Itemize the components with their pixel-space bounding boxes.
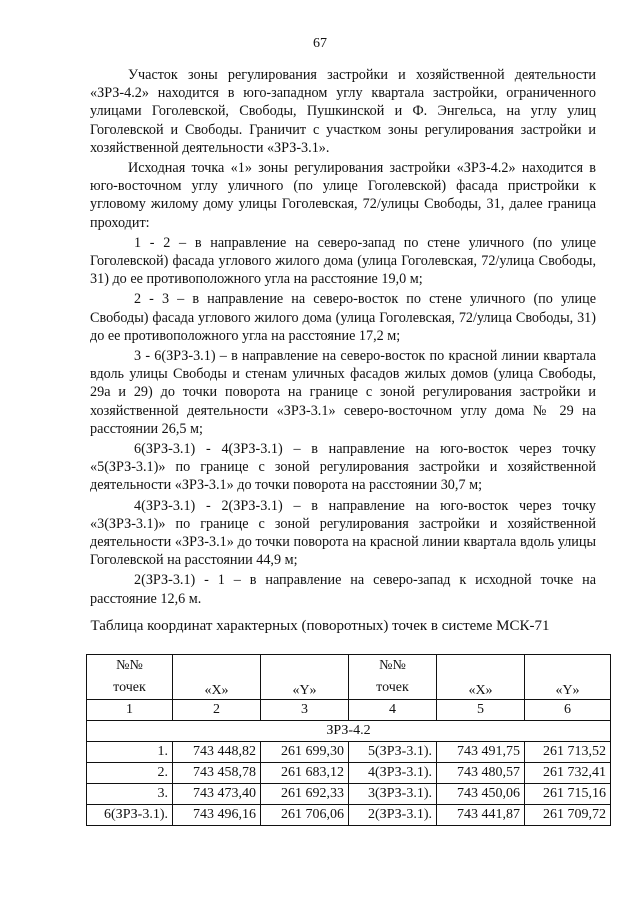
coordinates-table	[86, 654, 611, 826]
point-label: 3(ЗРЗ-3.1).	[349, 784, 437, 805]
column-number: 5	[437, 700, 525, 721]
point-label: 5(ЗРЗ-3.1).	[349, 742, 437, 763]
table-header-row	[87, 655, 611, 700]
column-number: 4	[349, 700, 437, 721]
header-points-line1: №№	[116, 658, 143, 673]
zone-label-row	[87, 721, 611, 742]
header-y-left: «Y»	[261, 655, 349, 700]
y-coordinate: 261 713,52	[525, 742, 611, 763]
x-coordinate: 743 491,75	[437, 742, 525, 763]
paragraph-segment-6-4: 6(ЗРЗ-3.1) - 4(ЗРЗ-3.1) – в направление на юго-восток через точку «5(ЗРЗ-3.1)» по границе с зоной регулирования застройки и хозяйственной деятельности «ЗРЗ-3.1» до точки поворота на расстоянии 30,7 м;	[90, 441, 596, 494]
x-coordinate: 743 496,16	[173, 805, 261, 826]
x-coordinate: 743 450,06	[437, 784, 525, 805]
paragraph-segment-4-2: 4(ЗРЗ-3.1) - 2(ЗРЗ-3.1) – в направление на юго-восток через точку «3(ЗРЗ-3.1)» по границе с зоной регулирования застройки и хозяйственной деятельности «ЗРЗ-3.1» до точки поворота на красной линии квартала вдоль улицы Гоголевской на расстоянии 44,9 м;	[90, 497, 596, 569]
header-y-right: «Y»	[525, 655, 611, 700]
table-row	[87, 763, 611, 784]
y-coordinate: 261 692,33	[261, 784, 349, 805]
x-coordinate: 743 448,82	[173, 742, 261, 763]
x-coordinate: 743 473,40	[173, 784, 261, 805]
y-coordinate: 261 715,16	[525, 784, 611, 805]
paragraph-segment-2-3: 2 - 3 – в направление на северо-восток по стене уличного (по улице Свободы) фасада углового жилого дома (улица Гоголевская, 72/улица Свободы, 31) до ее противоположного угла на расстояние 17,2 м;	[90, 291, 596, 344]
point-label: 6(ЗРЗ-3.1).	[87, 805, 173, 826]
column-number: 3	[261, 700, 349, 721]
point-label: 2.	[87, 763, 173, 784]
document-body	[90, 66, 596, 610]
point-label: 2(ЗРЗ-3.1).	[349, 805, 437, 826]
x-coordinate: 743 441,87	[437, 805, 525, 826]
y-coordinate: 261 699,30	[261, 742, 349, 763]
column-number: 6	[525, 700, 611, 721]
header-x-left: «Х»	[173, 655, 261, 700]
point-label: 4(ЗРЗ-3.1).	[349, 763, 437, 784]
header-x-right: «Х»	[437, 655, 525, 700]
page-number: 67	[313, 36, 327, 51]
header-points-left	[87, 655, 173, 700]
zone-label: ЗРЗ-4.2	[87, 721, 611, 742]
header-points-line1: №№	[379, 658, 406, 673]
point-label: 1.	[87, 742, 173, 763]
table-caption: Таблица координат характерных (поворотных) точек в системе МСК-71	[90, 618, 550, 634]
paragraph-segment-1-2: 1 - 2 – в направление на северо-запад по стене уличного (по улице Гоголевской) фасада углового жилого дома (улица Гоголевская, 72/улица Свободы, 31) до ее противоположного угла на расстояние 19,0 м;	[90, 234, 596, 288]
table-row	[87, 742, 611, 763]
header-points-right	[349, 655, 437, 700]
x-coordinate: 743 458,78	[173, 763, 261, 784]
x-coordinate: 743 480,57	[437, 763, 525, 784]
y-coordinate: 261 732,41	[525, 763, 611, 784]
column-number-row	[87, 700, 611, 721]
column-number: 2	[173, 700, 261, 721]
paragraph-zone-description: Участок зоны регулирования застройки и хозяйственной деятельности «ЗРЗ-4.2» находится в юго-западном углу квартала застройки, ограниченного улицами Гоголевской, Свободы, Пушкинской и Ф. Энгельса, на углу улиц Гоголевской и Свободы. Граничит с участком зоны регулирования застройки и хозяйственной деятельности «ЗРЗ-3.1».	[90, 67, 596, 156]
point-label: 3.	[87, 784, 173, 805]
header-points-line2: точек	[376, 680, 409, 695]
paragraph-segment-3-6: 3 - 6(ЗРЗ-3.1) – в направление на северо-восток по красной линии квартала вдоль улицы Свободы и стенам уличных фасадов жилых домов (улица Свободы, 29а и 29) до точки поворота на границе с зоной регулирования застройки и хозяйственной деятельности «ЗРЗ-3.1» северо-восточном углу дома № 29 на расстоянии 26,5 м;	[90, 348, 596, 437]
y-coordinate: 261 683,12	[261, 763, 349, 784]
y-coordinate: 261 709,72	[525, 805, 611, 826]
column-number: 1	[87, 700, 173, 721]
header-points-line2: точек	[113, 680, 146, 695]
paragraph-start-point: Исходная точка «1» зоны регулирования застройки «ЗРЗ-4.2» находится в юго-восточном углу уличного (по улице Гоголевской) фасада пристройки к угловому жилому дому улицы Гоголевская, 72/улицы Свободы, 31, далее граница проходит:	[90, 160, 596, 231]
paragraph-segment-2-1: 2(ЗРЗ-3.1) - 1 – в направление на северо-запад к исходной точке на расстояние 12,6 м.	[90, 572, 596, 607]
table-row	[87, 805, 611, 826]
table-row	[87, 784, 611, 805]
y-coordinate: 261 706,06	[261, 805, 349, 826]
